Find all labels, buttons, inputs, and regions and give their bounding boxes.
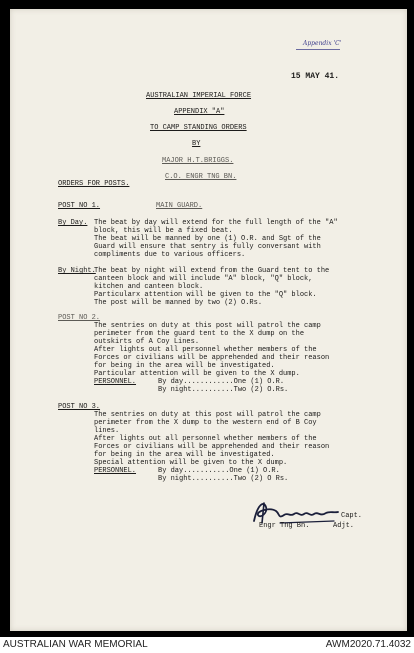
- date-stamp: 15 MAY 41.: [291, 72, 340, 81]
- post1-night-line: kitchen and canteen block.: [94, 283, 204, 291]
- post2-line: After lights out all personnel whether members of the: [94, 346, 317, 354]
- header-line-5: MAJOR H.T.BRIGGS.: [162, 157, 234, 165]
- post2-day: By day............One (1) O.R.: [158, 378, 285, 386]
- footer-item-id: AWM2020.71.4032: [325, 639, 411, 650]
- post1-night-line: The post will be manned by two (2) O.Rs.: [94, 299, 263, 307]
- appendix-annotation: Appendix 'C': [303, 40, 342, 47]
- header-line-1: AUSTRALIAN IMPERIAL FORCE: [146, 92, 252, 100]
- orders-title: ORDERS FOR POSTS.: [58, 180, 130, 188]
- post2-line: outskirts of A Coy Lines.: [94, 338, 200, 346]
- signature-unit: Engr Tng Bn.: [259, 522, 310, 530]
- post1-day-line: Guard will ensure that sentry is fully conversant with: [94, 243, 321, 251]
- post2-line: perimeter from the guard tent to the X dump on the: [94, 330, 305, 338]
- post1-day-line: The beat will be manned by one (1) O.R. and Sgt of the: [94, 235, 321, 243]
- post1-day-line: compliments due to various officers.: [94, 251, 246, 259]
- post1-night-line: Particularx attention will be given to the "Q" block.: [94, 291, 317, 299]
- post1-day-line: block, this will be a fixed beat.: [94, 227, 233, 235]
- annotation-underline: [296, 49, 340, 50]
- header-line-2: APPENDIX "A": [174, 108, 225, 116]
- footer-archive-name: AUSTRALIAN WAR MEMORIAL: [3, 639, 148, 650]
- header-line-3: TO CAMP STANDING ORDERS: [150, 124, 247, 132]
- post3-line: perimeter from the X dump to the western end of B Coy: [94, 419, 317, 427]
- archive-footer: [0, 637, 414, 653]
- signature-role: Adjt.: [333, 522, 355, 530]
- post1-by-night-label: By Night.: [58, 267, 96, 275]
- post3-day: By day...........One (1) O.R.: [158, 467, 280, 475]
- post3-line: lines.: [94, 427, 120, 435]
- post3-line: for being in the area will be investigated.: [94, 451, 275, 459]
- post3-line: The sentries on duty at this post will patrol the camp: [94, 411, 321, 419]
- post2-line: The sentries on duty at this post will patrol the camp: [94, 322, 321, 330]
- post1-by-day-label: By Day.: [58, 219, 88, 227]
- post2-line: Forces or civilians will be apprehended and their reason: [94, 354, 330, 362]
- post2-title: POST NO 2.: [58, 314, 101, 322]
- post2-night: By night..........Two (2) O.Rs.: [158, 386, 289, 394]
- post1-title: POST NO 1.: [58, 202, 101, 210]
- header-line-6: C.O. ENGR TNG BN.: [165, 173, 237, 181]
- header-line-4: BY: [192, 140, 201, 148]
- post1-day-line: The beat by day will extend for the full length of the "A": [94, 219, 338, 227]
- post3-title: POST NO 3.: [58, 403, 101, 411]
- post1-night-line: canteen block and will include "A" block, "Q" block,: [94, 275, 313, 283]
- post2-line: for being in the area will be investigated.: [94, 362, 275, 370]
- post1-subtitle: MAIN GUARD.: [156, 202, 203, 210]
- post3-personnel-label: PERSONNEL.: [94, 467, 137, 475]
- post2-line: Particular attention will be given to the X dump.: [94, 370, 300, 378]
- signature-rank: Capt.: [341, 512, 363, 520]
- post1-night-line: The beat by night will extend from the Guard tent to the: [94, 267, 330, 275]
- post3-night: By night..........Two (2) O Rs.: [158, 475, 289, 483]
- post2-personnel-label: PERSONNEL.: [94, 378, 137, 386]
- post3-line: After lights out all personnel whether members of the: [94, 435, 317, 443]
- post3-line: Special attention will be given to the X dump.: [94, 459, 288, 467]
- post3-line: Forces or civilians will be apprehended and their reason: [94, 443, 330, 451]
- document-page: [10, 9, 407, 631]
